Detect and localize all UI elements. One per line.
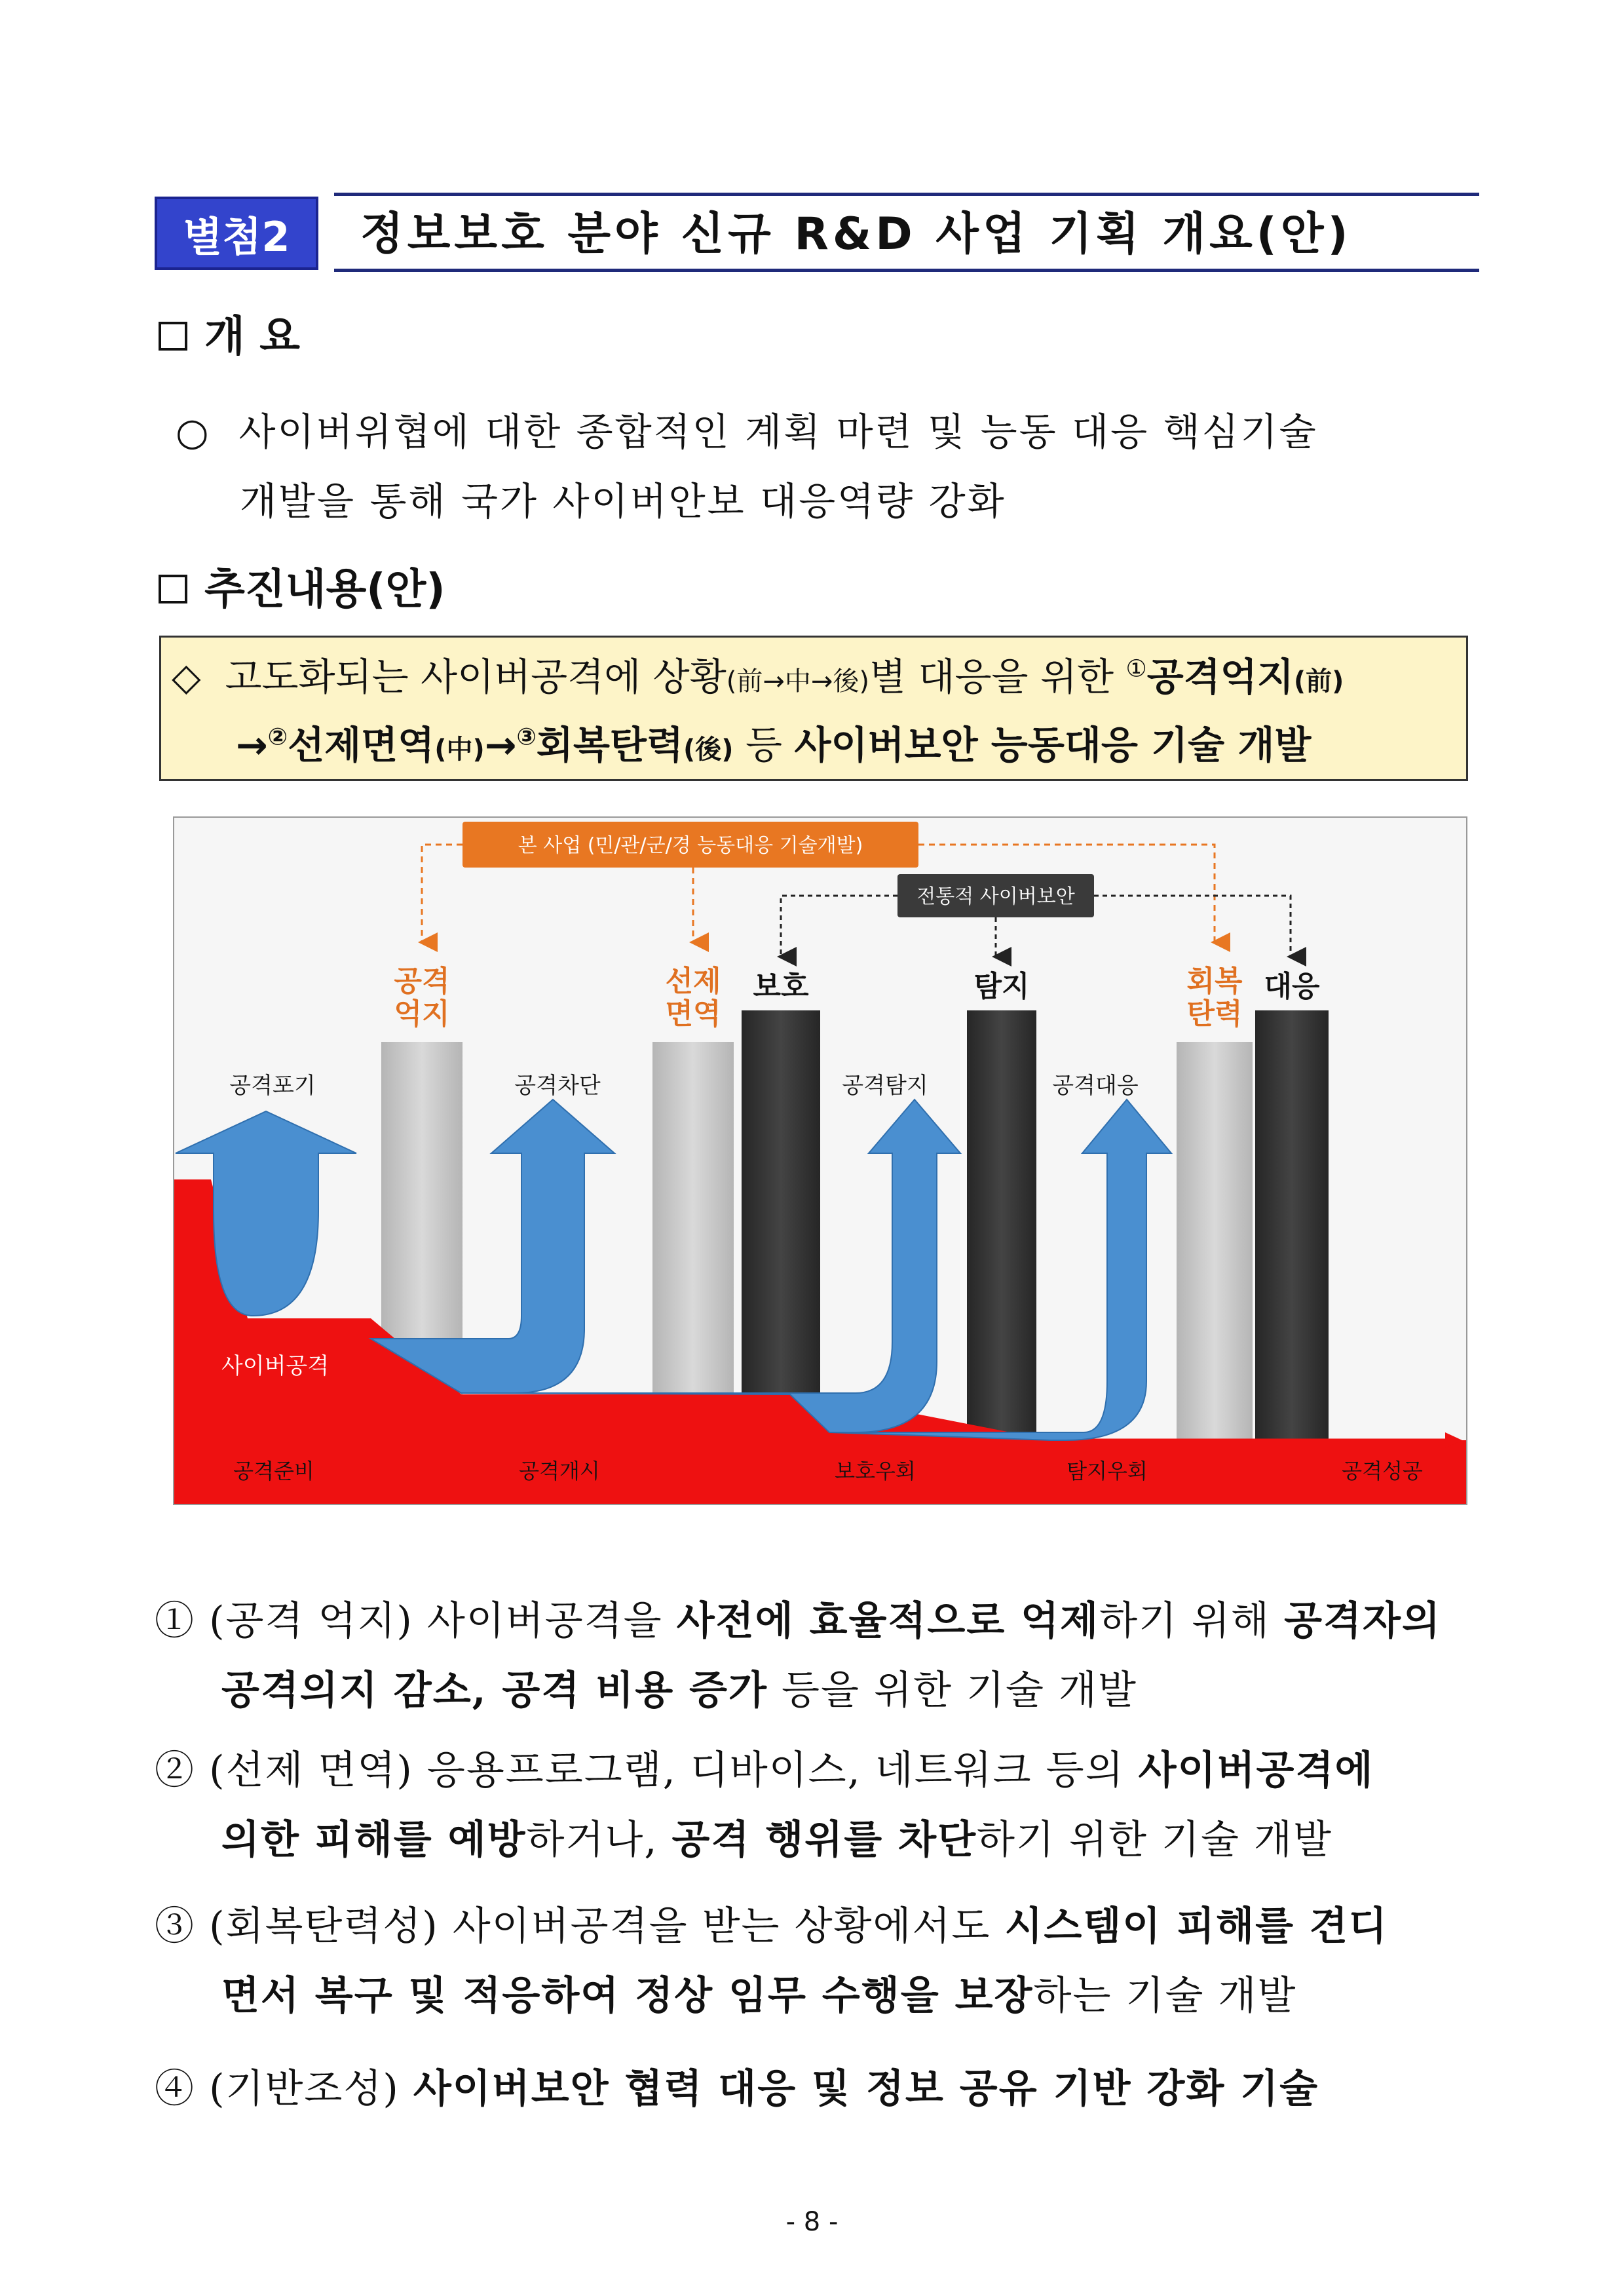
item-text: (공격 억지) 사이버공격을 xyxy=(209,1598,677,1644)
item-bold: 사이버공격에 xyxy=(1138,1748,1374,1793)
column-label-detect: 탐지 xyxy=(973,970,1030,1003)
item-bold: 사전에 효율적으로 억제 xyxy=(676,1598,1100,1644)
item-number: ③ xyxy=(155,1904,195,1949)
item-bold: 시스템이 피해를 견디 xyxy=(1004,1904,1388,1949)
bullet-circle: ○ xyxy=(176,410,211,454)
page-title: 정보보호 분야 신규 R&D 사업 기획 개요(안) xyxy=(360,208,1352,260)
checkbox-square-icon xyxy=(159,575,187,603)
traditional-security-label: 전통적 사이버보안 xyxy=(916,885,1075,908)
column-respond xyxy=(1255,1010,1329,1505)
item-bold: 공격 행위를 차단 xyxy=(671,1817,977,1863)
item-3-line-2 xyxy=(221,1964,1296,2021)
plan-heading-text: 추진내용(안) xyxy=(204,565,445,614)
arrow-label-respond: 공격대응 xyxy=(1052,1073,1139,1099)
item-text: 하는 기술 개발 xyxy=(1033,1973,1297,2019)
circled-number: ③ xyxy=(516,723,537,751)
overview-text-1: 사이버위협에 대한 종합적인 계획 마련 및 능동 대응 핵심기술 xyxy=(238,410,1318,454)
circled-number: ① xyxy=(1125,655,1147,683)
item-text: (선제 면역) 응용프로그램, 디바이스, 네트워크 등의 xyxy=(209,1748,1139,1793)
item-number: ④ xyxy=(155,2066,195,2112)
stage-label-bypass-protect: 보호우회 xyxy=(835,1459,916,1483)
program-banner-label: 본 사업 (민/관/군/경 능동대응 기술개발) xyxy=(518,834,863,857)
column-label-respond: 대응 xyxy=(1264,970,1320,1003)
item-text: 하기 위해 xyxy=(1099,1598,1285,1644)
column-label-resilience: 회복 탄력 xyxy=(1186,965,1243,1031)
item-text: 하기 위한 기술 개발 xyxy=(977,1817,1332,1863)
item-bold: 사이버보안 협력 대응 및 정보 공유 기반 강화 기술 xyxy=(413,2066,1319,2112)
arrow-glyph: → xyxy=(236,723,268,767)
stage-label-prepare: 공격준비 xyxy=(233,1459,314,1483)
diamond-bullet-icon: ◇ xyxy=(172,655,201,699)
stage-label-bypass-detect: 탐지우회 xyxy=(1067,1459,1148,1483)
highlight-phase: (前→中→後) xyxy=(726,666,869,697)
section-heading-overview xyxy=(159,303,300,363)
item-1-line-2 xyxy=(221,1659,1137,1715)
highlight-phase: (後) xyxy=(683,735,734,765)
highlight-phase: (前) xyxy=(1293,666,1344,697)
item-text: (기반조성) xyxy=(209,2066,413,2112)
header-top-rule xyxy=(334,193,1479,196)
item-number: ① xyxy=(155,1598,195,1644)
arrow-label-abandon: 공격포기 xyxy=(229,1073,316,1099)
highlight-line-1 xyxy=(172,646,1344,701)
section-heading-plan xyxy=(159,556,445,616)
circled-number: ② xyxy=(267,723,288,751)
item-3-line-1 xyxy=(155,1895,1388,1951)
item-bold: 공격자의 xyxy=(1284,1598,1441,1644)
item-2-line-1 xyxy=(155,1739,1374,1795)
highlight-bold: 사이버보안 능동대응 기술 개발 xyxy=(794,723,1312,767)
highlight-bold: 회복탄력 xyxy=(536,723,683,767)
arrow-glyph: → xyxy=(484,723,517,767)
overview-line-2: 개발을 통해 국가 사이버안보 대응역량 강화 xyxy=(240,479,1006,524)
column-label-protect: 보호 xyxy=(753,970,809,1003)
item-text: 하거나, xyxy=(526,1817,672,1863)
attachment-badge: 별첨2 xyxy=(155,197,318,270)
highlight-bold: 선제면역 xyxy=(288,723,435,767)
highlight-text: 고도화되는 사이버공격에 상황 xyxy=(225,655,727,699)
arrow-label-detect: 공격탐지 xyxy=(842,1073,928,1099)
item-text: (회복탄력성) 사이버공격을 받는 상황에서도 xyxy=(209,1904,1005,1949)
cyber-attack-label: 사이버공격 xyxy=(221,1353,330,1379)
highlight-bold: 공격억지 xyxy=(1146,655,1294,699)
stage-label-success: 공격성공 xyxy=(1342,1459,1423,1483)
overview-heading-text: 개 요 xyxy=(204,313,300,361)
item-bold: 면서 복구 및 적응하여 정상 임무 수행을 보장 xyxy=(221,1973,1034,2019)
highlight-line-2 xyxy=(236,714,1311,769)
diagram-svg xyxy=(174,818,1467,1505)
item-text: 등을 위한 기술 개발 xyxy=(767,1668,1137,1713)
overview-line-1 xyxy=(176,401,1318,456)
item-1-line-1 xyxy=(155,1590,1441,1646)
cyber-defense-diagram xyxy=(173,816,1467,1505)
highlight-text: 별 대응을 위한 xyxy=(869,655,1126,699)
arrow-label-block: 공격차단 xyxy=(514,1073,601,1099)
stage-label-launch: 공격개시 xyxy=(519,1459,600,1483)
column-label-deter: 공격 억지 xyxy=(394,965,450,1031)
page-number: - 8 - xyxy=(785,2207,839,2237)
checkbox-square-icon xyxy=(159,322,187,351)
item-2-line-2 xyxy=(221,1808,1332,1865)
highlight-phase: (中) xyxy=(434,735,485,765)
item-4-line-1 xyxy=(155,2057,1319,2114)
highlight-text: 등 xyxy=(733,723,795,767)
item-number: ② xyxy=(155,1748,195,1793)
item-bold: 공격의지 감소, 공격 비용 증가 xyxy=(221,1668,768,1713)
item-bold: 의한 피해를 예방 xyxy=(221,1817,527,1863)
column-label-immune: 선제 면역 xyxy=(665,965,721,1031)
header-bottom-rule xyxy=(334,269,1479,272)
column-resilience xyxy=(1177,1042,1253,1505)
